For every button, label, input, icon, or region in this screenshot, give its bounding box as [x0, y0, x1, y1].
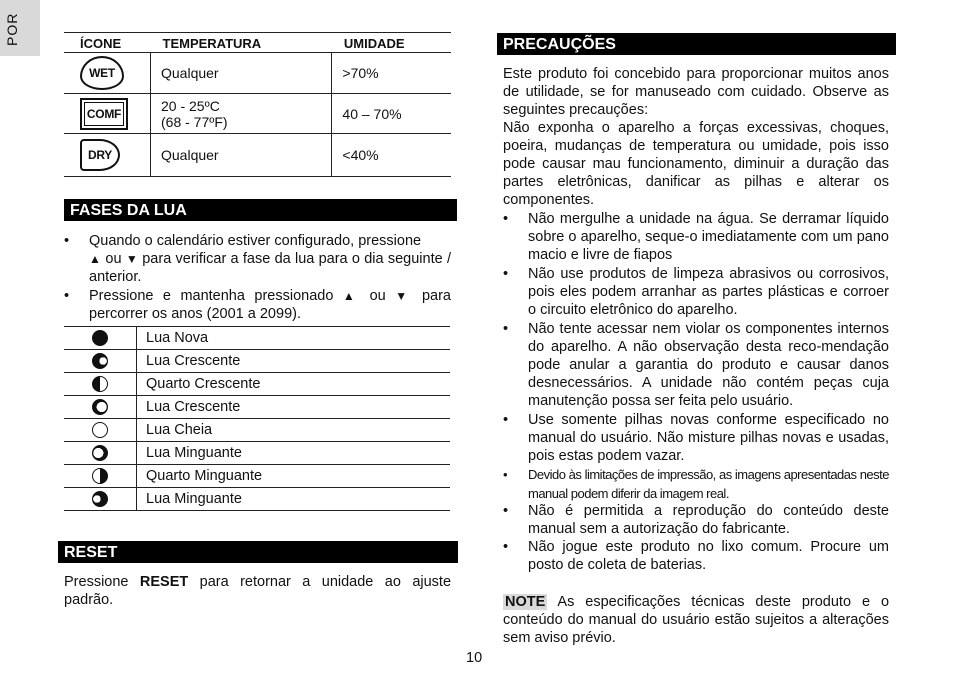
precautions-intro: Este produto foi concebido para proporcionar muitos anos de utilidade, se for manuseado com cuidado. Observe as seguintes precauções:: [503, 66, 889, 118]
moon-phases-heading-text: FASES DA LUA: [70, 202, 187, 219]
full-moon-icon: [92, 422, 108, 438]
page-number: 10: [466, 650, 483, 666]
reset-heading-text: RESET: [64, 544, 118, 561]
comf-icon: COMF: [80, 98, 128, 130]
table-row: [64, 134, 451, 177]
icon-cell: [64, 134, 151, 177]
table-row: [64, 373, 450, 396]
table-row: [64, 465, 450, 488]
col-header-temperature: TEMPERATURA: [151, 33, 332, 53]
table-row: [64, 488, 450, 511]
reset-paragraph: [64, 573, 451, 609]
precaution-bullet: • Não tente acessar nem violar os componentes internos do aparelho. A não observação desta reco-mendação pode anular a garantia do produto e causar danos desnecessários. A unidade não contém peças cuja manutenção possa ser feita pelo usuário.: [528, 320, 889, 410]
precautions-heading-text: PRECAUÇÕES: [503, 36, 616, 53]
note-paragraph: [503, 593, 889, 647]
moon-bullet-1: [89, 232, 451, 286]
moon-phases-heading: [64, 199, 457, 221]
temperature-celsius: 20 - 25ºC: [161, 97, 220, 114]
precautions-intro-2: Não exponha o aparelho a forças excessivas, choques, poeira, mudanças de temperatura ou umidade, pois isso pode causar mau funcionamento, diminuir a duração das partes eletrônicas, danificar as pilhas e alterar os componentes.: [503, 120, 889, 208]
moon-phase-label: Lua Crescente: [137, 350, 451, 373]
down-arrow-icon: ▼: [125, 252, 138, 266]
moon-phase-table: [64, 326, 450, 511]
first-quarter-icon: [92, 376, 108, 392]
moon-bullet-2: [89, 287, 451, 323]
down-arrow-icon: ▼: [395, 289, 413, 303]
waxing-gibbous-icon: [92, 399, 108, 415]
reset-button-name: RESET: [139, 574, 189, 590]
language-tab: [0, 0, 40, 56]
moon-bullet-1-text-a: Quando o calendário estiver configurado, pressione: [89, 233, 422, 249]
note-text: As especificações técnicas deste produto e o conteúdo do manual do usuário estão sujeitos a alterações sem aviso prévio.: [503, 594, 890, 646]
moon-phase-label: Lua Nova: [137, 327, 451, 350]
icon-cell: [64, 94, 151, 134]
language-tab-label: POR: [4, 12, 20, 46]
precaution-bullet: • Não é permitida a reprodução do conteúdo deste manual sem a autorização do fabricante.: [528, 502, 889, 538]
col-header-icon: ÍCONE: [64, 33, 151, 53]
temperature-cell: [151, 94, 332, 134]
new-moon-icon: [92, 330, 108, 346]
waning-crescent-icon: [92, 491, 108, 507]
reset-text-before: Pressione: [64, 574, 129, 590]
moon-bullet-2-text-b: ou: [369, 288, 386, 304]
moon-phase-label: Lua Minguante: [137, 488, 451, 511]
moon-phase-label: Lua Cheia: [137, 419, 451, 442]
note-badge: NOTE: [505, 594, 546, 610]
moon-bullet-1-text-c: para verificar a fase da lua para o dia seguinte / anterior.: [89, 251, 451, 285]
moon-phase-label: Quarto Minguante: [137, 465, 451, 488]
humidity-cell: >70%: [332, 53, 451, 94]
last-quarter-icon: [92, 468, 108, 484]
table-row: [64, 396, 450, 419]
moon-phase-label: Lua Minguante: [137, 442, 451, 465]
moon-bullet-2-text-c: para percorrer os anos (2001 a 2099).: [89, 288, 451, 322]
reset-heading: [58, 541, 458, 563]
precaution-bullet: • Devido às limitações de impressão, as imagens apresentadas neste manual podem diferir da imagem real.: [528, 465, 889, 503]
humidity-cell: 40 – 70%: [332, 94, 451, 134]
up-arrow-icon: ▲: [342, 289, 361, 303]
moon-bullet-2-text-a: Pressione e mantenha pressionado: [89, 288, 334, 304]
temperature-cell: Qualquer: [151, 134, 332, 177]
table-header-row: [64, 33, 451, 53]
table-row: [64, 53, 451, 94]
precaution-bullet: • Não use produtos de limpeza abrasivos ou corrosivos, pois eles podem arranhar as partes plásticas e corroer o circuito eletrônico do aparelho.: [528, 265, 889, 319]
dry-icon: DRY: [80, 139, 120, 171]
up-arrow-icon: ▲: [89, 252, 102, 266]
humidity-cell: <40%: [332, 134, 451, 177]
reset-text-after: para retornar a unidade ao ajuste padrão.: [64, 574, 452, 608]
temperature-cell: Qualquer: [151, 53, 332, 94]
col-header-humidity: UMIDADE: [332, 33, 451, 53]
table-row: [64, 442, 450, 465]
moon-bullet-1-text-b: ou: [105, 251, 122, 267]
wet-icon: WET: [80, 56, 124, 90]
waning-gibbous-icon: [92, 445, 108, 461]
precaution-bullet: • Use somente pilhas novas conforme especificado no manual do usuário. Não misture pilhas novas e usadas, pois estas podem vazar.: [528, 411, 889, 465]
precautions-heading: [497, 33, 896, 55]
comfort-icon-table: [64, 32, 451, 177]
table-row: [64, 419, 450, 442]
temperature-fahrenheit: (68 - 77ºF): [161, 113, 228, 130]
table-row: [64, 350, 450, 373]
moon-phase-label: Quarto Crescente: [137, 373, 451, 396]
precaution-bullet: • Não jogue este produto no lixo comum. Procure um posto de coleta de baterias.: [528, 538, 889, 574]
waxing-crescent-icon: [92, 353, 108, 369]
table-row: [64, 327, 450, 350]
moon-phase-label: Lua Crescente: [137, 396, 451, 419]
table-row: [64, 94, 451, 134]
precaution-bullet: • Não mergulhe a unidade na água. Se derramar líquido sobre o aparelho, seque-o imediatamente com um pano macio e livre de fiapos: [528, 210, 889, 264]
icon-cell: [64, 53, 151, 94]
